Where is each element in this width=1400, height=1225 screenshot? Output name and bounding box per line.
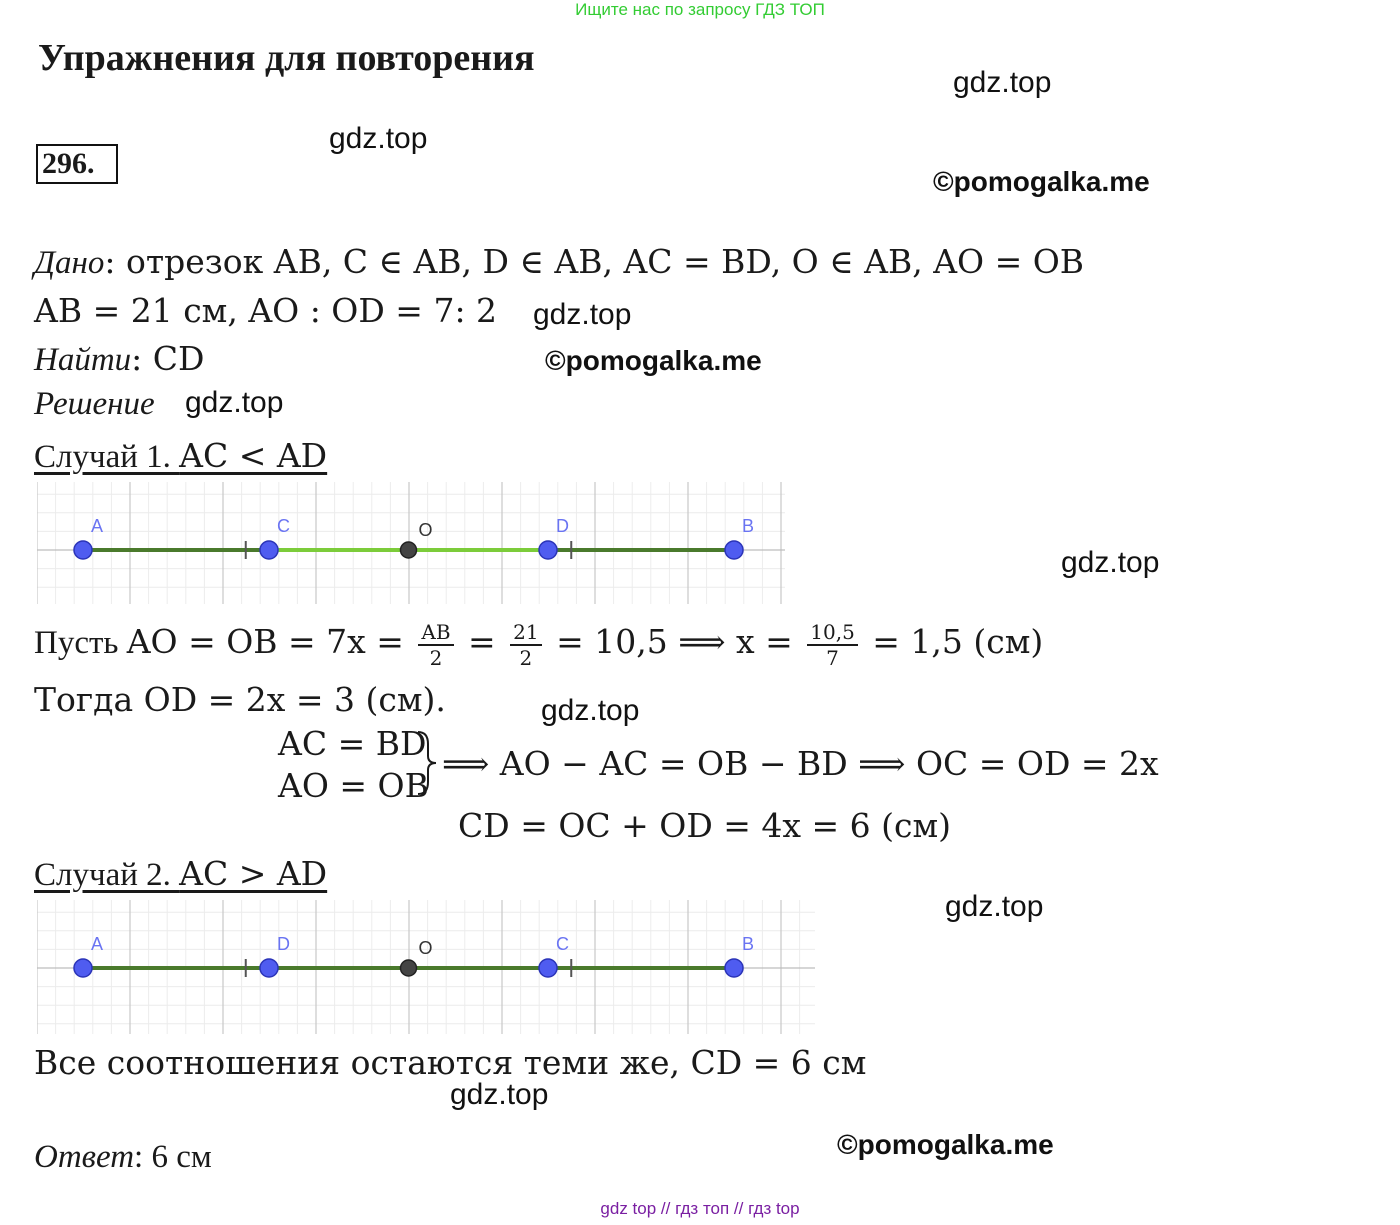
answer-value: : 6 см bbox=[134, 1139, 212, 1175]
watermark-gdz: gdz.top bbox=[953, 66, 1052, 99]
let-prefix: Пусть bbox=[34, 625, 127, 661]
points bbox=[74, 934, 754, 977]
point-c bbox=[539, 959, 557, 977]
point-c bbox=[260, 541, 278, 559]
point-o bbox=[401, 960, 417, 976]
point-label-a: A bbox=[91, 934, 104, 954]
fraction-10-5-7 bbox=[807, 620, 858, 670]
point-a bbox=[74, 541, 92, 559]
fraction-numerator: 21 bbox=[510, 620, 541, 646]
point-d bbox=[260, 959, 278, 977]
point-label-o: O bbox=[418, 520, 433, 540]
all-same-line bbox=[34, 1043, 866, 1083]
watermark-gdz: gdz.top bbox=[1061, 546, 1160, 579]
point-o bbox=[401, 542, 417, 558]
watermark-gdz: gdz.top bbox=[945, 890, 1044, 923]
fraction-denominator: 2 bbox=[519, 646, 533, 671]
point-label-c: C bbox=[277, 516, 290, 536]
fraction-denominator: 7 bbox=[826, 646, 839, 671]
let-part2: = 10,5 ⟹ x = bbox=[545, 622, 804, 661]
system-eq-top: AC = BD bbox=[278, 724, 427, 763]
header-link[interactable]: Ищите нас по запросу ГДЗ ТОП bbox=[575, 0, 825, 19]
watermark-gdz: gdz.top bbox=[533, 298, 632, 331]
let-line bbox=[34, 616, 1043, 676]
find-label: Найти bbox=[34, 342, 132, 378]
fraction-denominator: 2 bbox=[429, 646, 443, 671]
point-b bbox=[725, 541, 743, 559]
find-line bbox=[34, 339, 205, 379]
watermark-gdz: gdz.top bbox=[541, 694, 640, 727]
case2-title-text: Случай 2. bbox=[34, 857, 180, 893]
watermark-pomogalka: ©pomogalka.me bbox=[933, 166, 1150, 197]
let-part1: AO = OB = 7x = bbox=[126, 622, 415, 661]
system-eq-bottom: AO = OB bbox=[278, 766, 429, 805]
case2-title bbox=[34, 854, 327, 894]
point-label-c: C bbox=[556, 934, 569, 954]
fraction-numerator: AB bbox=[418, 620, 453, 646]
point-label-b: B bbox=[742, 934, 755, 954]
watermark-gdz: gdz.top bbox=[329, 122, 428, 155]
given-line-1 bbox=[34, 242, 1084, 282]
page-heading: Упражнения для повторения bbox=[38, 37, 535, 79]
point-b bbox=[725, 959, 743, 977]
point-label-d: D bbox=[556, 516, 569, 536]
fraction-numerator: 10,5 bbox=[807, 620, 858, 646]
point-d bbox=[539, 541, 557, 559]
exercise-number: 296. bbox=[36, 144, 118, 184]
points bbox=[74, 516, 754, 559]
answer-label: Ответ bbox=[34, 1139, 135, 1175]
case1-title-math: AC < AD bbox=[179, 436, 328, 475]
footer-links[interactable]: gdz top // гдз топ // гдз top bbox=[600, 1199, 800, 1218]
cd-line: CD = OC + OD = 4x = 6 (см) bbox=[458, 806, 952, 845]
given-label: Дано bbox=[34, 245, 105, 281]
given-conditions: : отрезок AB, C ∈ AB, D ∈ AB, AC = BD, O ∈ AB, AO = OB bbox=[104, 242, 1085, 281]
let-part3: = 1,5 (см) bbox=[861, 622, 1044, 661]
point-a bbox=[74, 959, 92, 977]
all-same-text: Все соотношения остаются теми же, CD = 6 см bbox=[34, 1043, 867, 1082]
point-label-d: D bbox=[277, 934, 290, 954]
solution-label: Решение bbox=[34, 386, 155, 422]
case1-diagram bbox=[37, 482, 785, 604]
point-label-a: A bbox=[91, 516, 104, 536]
case2-title-math: AC > AD bbox=[179, 854, 328, 893]
point-label-b: B bbox=[742, 516, 755, 536]
fraction-ab-2 bbox=[418, 620, 453, 670]
then-line: Тогда OD = 2x = 3 (см). bbox=[34, 680, 446, 719]
watermark-pomogalka: ©pomogalka.me bbox=[545, 345, 762, 376]
system-brace bbox=[414, 730, 440, 796]
case1-title bbox=[34, 436, 327, 476]
watermark-pomogalka: ©pomogalka.me bbox=[837, 1129, 1054, 1160]
point-label-o: O bbox=[418, 938, 433, 958]
watermark-gdz: gdz.top bbox=[450, 1078, 549, 1111]
case1-title-text: Случай 1. bbox=[34, 439, 180, 475]
find-value: : CD bbox=[131, 339, 205, 378]
answer-line bbox=[34, 1139, 212, 1176]
system-implication: ⟹ AO − AC = OB − BD ⟹ OC = OD = 2x bbox=[442, 744, 1159, 783]
case2-diagram bbox=[37, 900, 815, 1034]
let-eq1: = bbox=[457, 622, 507, 661]
watermark-gdz: gdz.top bbox=[185, 386, 284, 419]
fraction-21-2 bbox=[510, 620, 541, 670]
given-line-2: AB = 21 см, AO : OD = 7: 2 bbox=[34, 291, 498, 330]
